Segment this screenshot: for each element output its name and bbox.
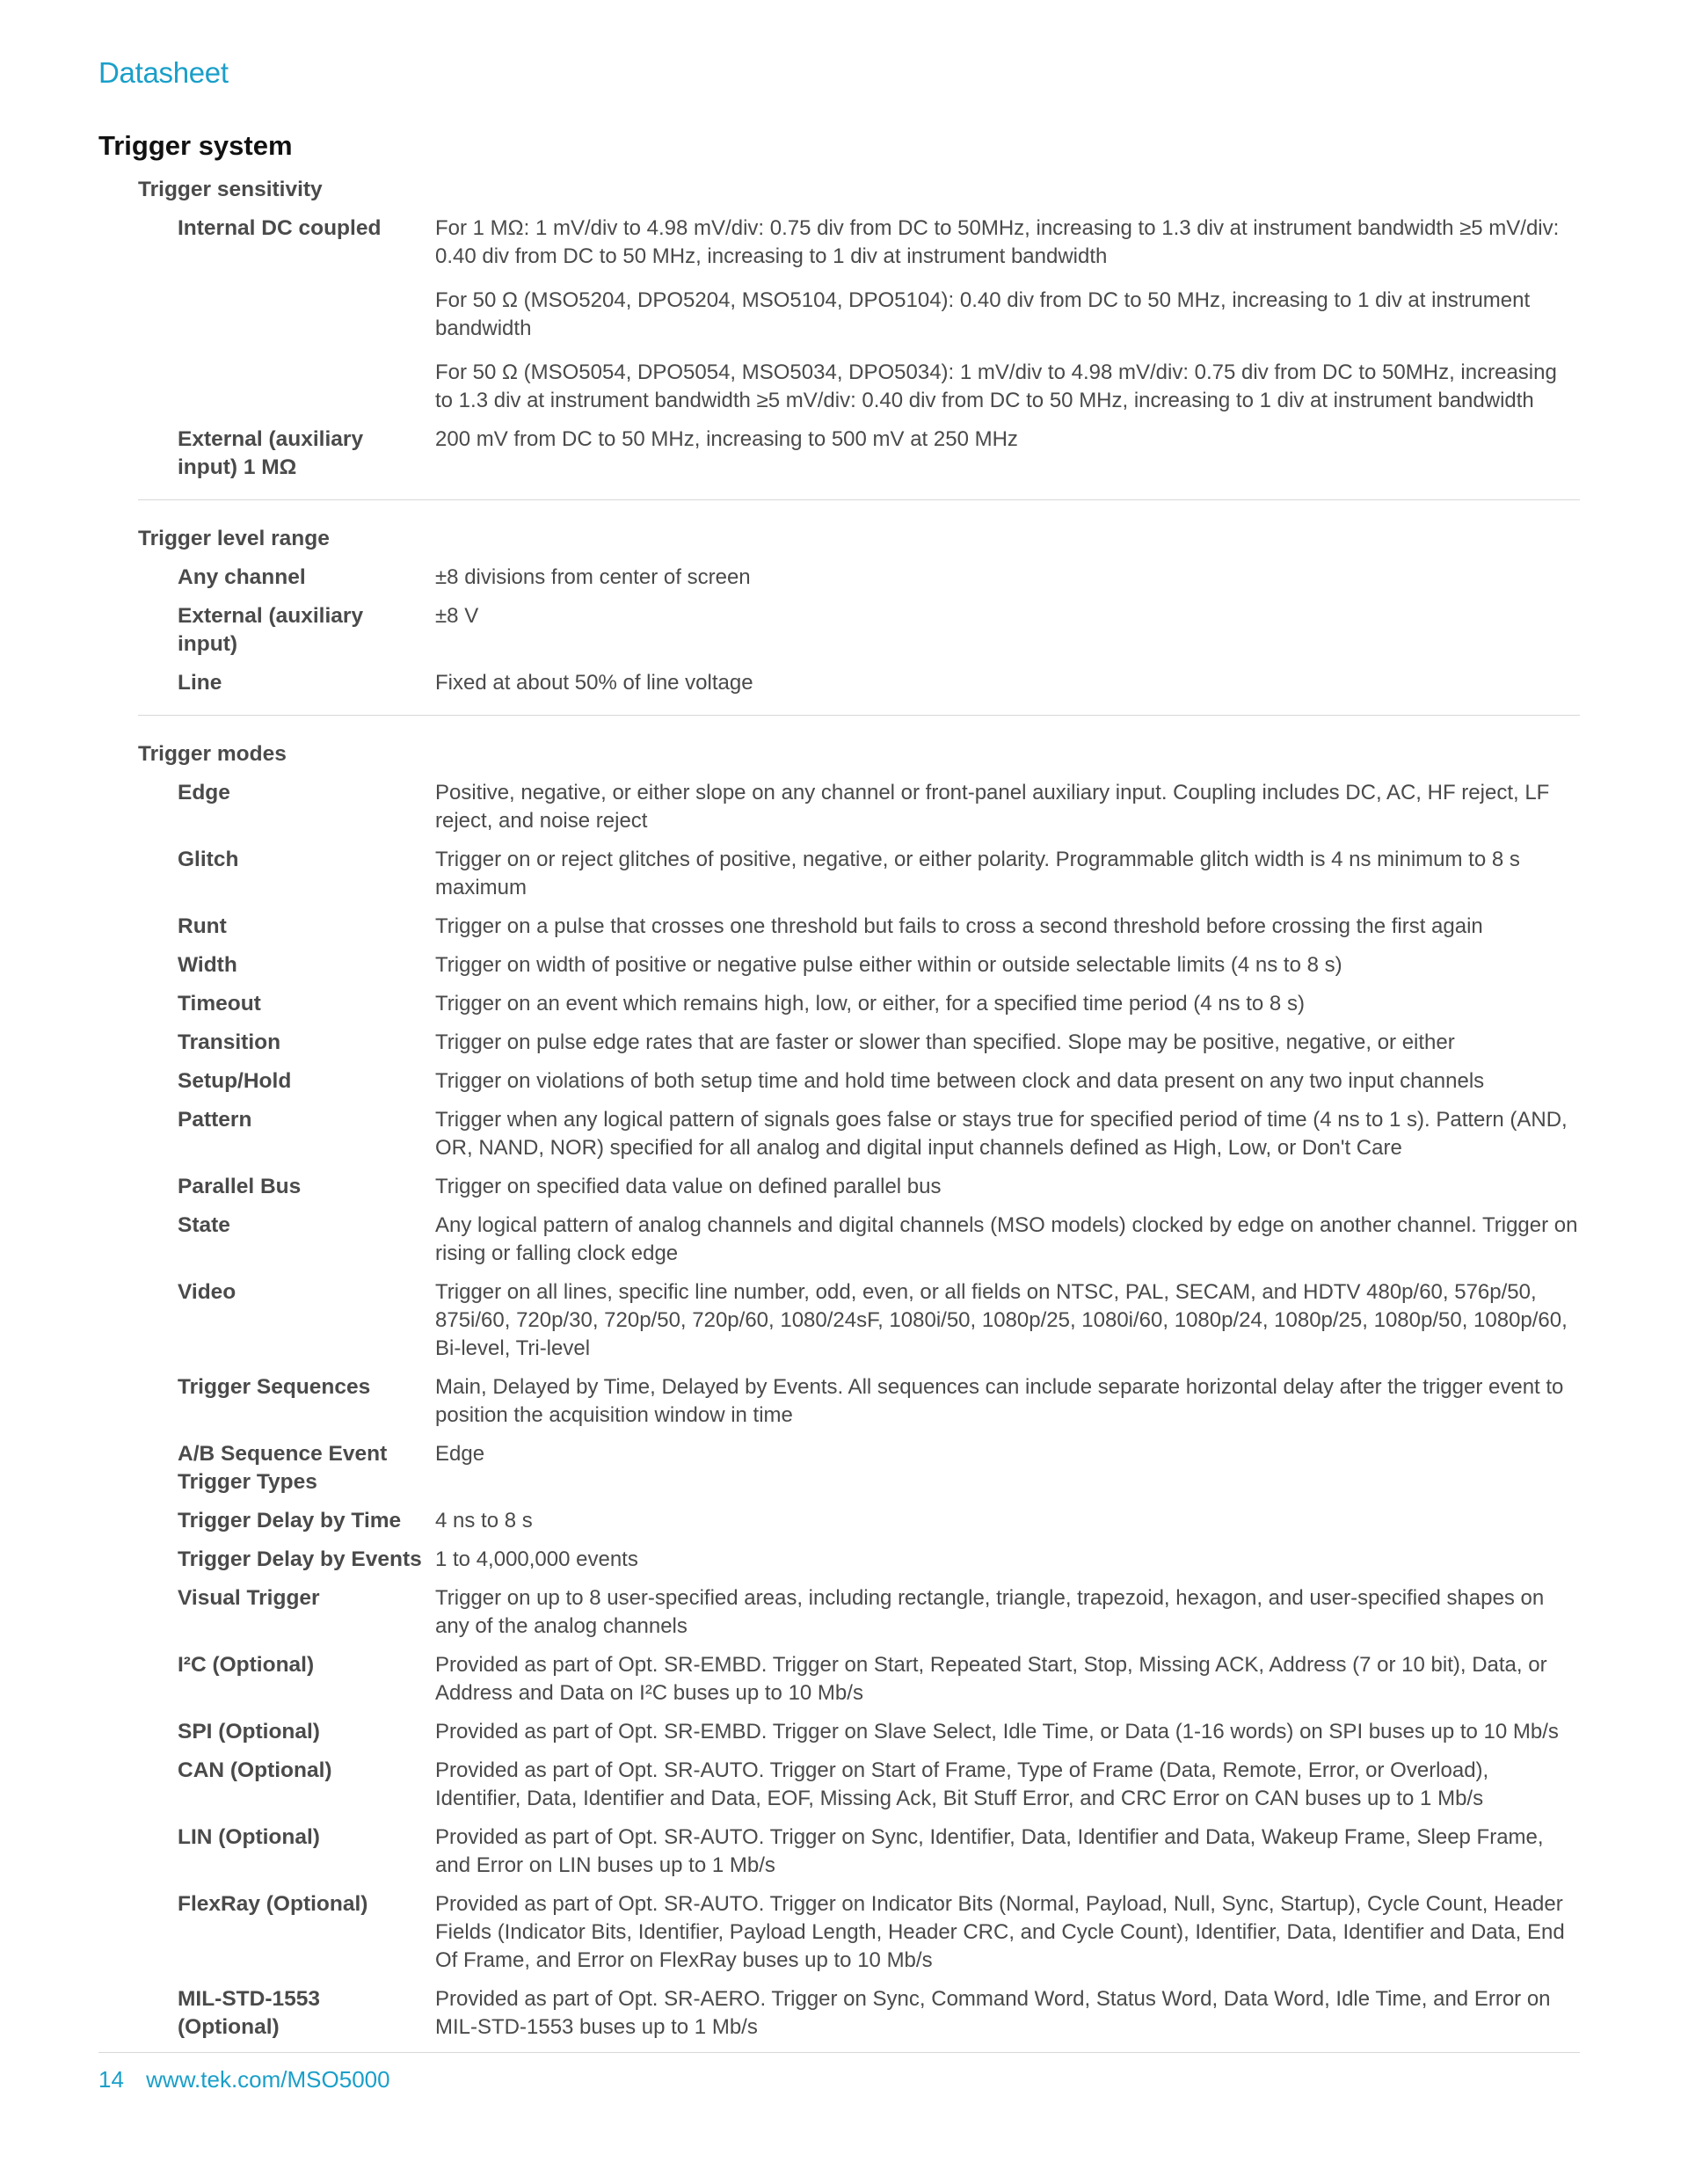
spec-row [138, 1651, 1580, 1707]
spec-label: Trigger Delay by Events [178, 1547, 422, 1571]
spec-values [435, 1546, 1580, 1574]
spec-label: Timeout [178, 992, 261, 1016]
spec-value: Edge [435, 1442, 485, 1466]
spec-value: Provided as part of Opt. SR-AUTO. Trigger on Indicator Bits (Normal, Payload, Null, Sync, Startup), Cycle Count, Header Fields (Indicator Bits, Identifier, Payload Length, Header CRC, and Cycle Count), Identifier, Data, Identifier and Data, End Of Frame, and Error on FlexRay buses up to 10 Mb/s [435, 1892, 1565, 1972]
spec-values [435, 779, 1580, 835]
spec-row [138, 846, 1580, 902]
spec-value: Trigger on specified data value on defined parallel bus [435, 1175, 942, 1198]
spec-label: External (auxiliary input) 1 MΩ [178, 427, 364, 479]
spec-group [138, 740, 1580, 2059]
spec-content [138, 176, 1580, 2084]
spec-row [138, 1106, 1580, 1162]
spec-label: Edge [178, 781, 230, 804]
spec-value: 200 mV from DC to 50 MHz, increasing to 500 mV at 250 MHz [435, 427, 1018, 451]
spec-values [435, 951, 1580, 979]
spec-row [138, 1067, 1580, 1096]
spec-row [138, 1440, 1580, 1496]
group-title: Trigger modes [138, 742, 287, 766]
spec-label: Trigger Delay by Time [178, 1509, 402, 1532]
spec-values [435, 1067, 1580, 1096]
spec-label: Transition [178, 1030, 281, 1054]
spec-values [435, 602, 1580, 659]
spec-values [435, 1373, 1580, 1430]
spec-values [435, 1173, 1580, 1201]
spec-row [138, 1584, 1580, 1641]
spec-label: Setup/Hold [178, 1069, 292, 1093]
spec-value: Provided as part of Opt. SR-EMBD. Trigger on Start, Repeated Start, Stop, Missing ACK, Address (7 or 10 bit), Data, or Address and Data on I²C buses up to 10 Mb/s [435, 1653, 1547, 1705]
spec-row [138, 1757, 1580, 1813]
spec-values [435, 1278, 1580, 1363]
spec-values [435, 1718, 1580, 1746]
spec-value: Provided as part of Opt. SR-AUTO. Trigger on Start of Frame, Type of Frame (Data, Remote, Error, or Overload), Identifier, Data, Identifier and Data, EOF, Missing Ack, Bit Stuff Error, and CRC Error on CAN buses up to 1 Mb/s [435, 1758, 1489, 1810]
spec-values [435, 1507, 1580, 1535]
spec-values [435, 1824, 1580, 1880]
spec-value: Trigger on width of positive or negative pulse either within or outside selectable limits (4 ns to 8 s) [435, 953, 1342, 977]
spec-row [138, 990, 1580, 1018]
footer-url-link[interactable]: www.tek.com/MSO5000 [146, 2066, 390, 2093]
spec-row [138, 564, 1580, 592]
spec-values [435, 564, 1580, 592]
spec-row [138, 1173, 1580, 1201]
spec-label: CAN (Optional) [178, 1758, 332, 1782]
spec-values [435, 426, 1580, 482]
spec-value: 1 to 4,000,000 events [435, 1547, 638, 1571]
spec-values [435, 990, 1580, 1018]
spec-label: Trigger Sequences [178, 1375, 371, 1399]
spec-value: Fixed at about 50% of line voltage [435, 671, 753, 695]
spec-label: FlexRay (Optional) [178, 1892, 368, 1916]
spec-label: SPI (Optional) [178, 1720, 320, 1744]
spec-label: External (auxiliary input) [178, 604, 364, 656]
spec-row [138, 1278, 1580, 1363]
spec-label: Video [178, 1280, 236, 1304]
spec-label: Internal DC coupled [178, 216, 382, 240]
spec-values [435, 669, 1580, 697]
spec-values [435, 215, 1580, 415]
spec-value: Trigger on a pulse that crosses one threshold but fails to cross a second threshold before crossing the first again [435, 914, 1483, 938]
spec-label: Visual Trigger [178, 1586, 320, 1610]
spec-row [138, 669, 1580, 697]
spec-values [435, 846, 1580, 902]
spec-label: Any channel [178, 565, 306, 589]
spec-values [435, 1985, 1580, 2042]
spec-value: Trigger on pulse edge rates that are faster or slower than specified. Slope may be positive, negative, or either [435, 1030, 1455, 1054]
spec-row [138, 1718, 1580, 1746]
spec-label: MIL-STD-1553 (Optional) [178, 1987, 321, 2039]
footer [98, 2066, 390, 2093]
spec-row [138, 1985, 1580, 2042]
spec-value: Trigger on all lines, specific line number, odd, even, or all fields on NTSC, PAL, SECAM, and HDTV 480p/60, 576p/50, 875i/60, 720p/30, 720p/50, 720p/60, 1080/24sF, 1080i/50, 1080p/25, 1080i/60, 1080p/24, 1080p/25, 1080p/50, 1080p/60, Bi-level, Tri-level [435, 1280, 1568, 1360]
spec-value: Main, Delayed by Time, Delayed by Events. All sequences can include separate horizontal delay after the trigger event to position the acquisition window in time [435, 1375, 1564, 1427]
spec-label: State [178, 1213, 230, 1237]
spec-values [435, 1212, 1580, 1268]
spec-label: Parallel Bus [178, 1175, 302, 1198]
spec-value: ±8 V [435, 604, 479, 628]
spec-row [138, 215, 1580, 415]
spec-row [138, 1212, 1580, 1268]
spec-value: For 1 MΩ: 1 mV/div to 4.98 mV/div: 0.75 div from DC to 50MHz, increasing to 1.3 div at instrument bandwidth ≥5 mV/div: 0.40 div from DC to 50 MHz, increasing to 1 div at instrument bandwidth [435, 216, 1560, 268]
spec-row [138, 602, 1580, 659]
datasheet-header: Datasheet [98, 56, 229, 89]
page-number: 14 [98, 2066, 124, 2093]
spec-values [435, 1106, 1580, 1162]
spec-row [138, 951, 1580, 979]
spec-value: Trigger on up to 8 user-specified areas, including rectangle, triangle, trapezoid, hexagon, and user-specified shapes on any of the analog channels [435, 1586, 1545, 1638]
spec-value: Provided as part of Opt. SR-EMBD. Trigger on Slave Select, Idle Time, or Data (1-16 words) on SPI buses up to 10 Mb/s [435, 1720, 1559, 1744]
spec-label: I²C (Optional) [178, 1653, 315, 1677]
spec-values [435, 913, 1580, 941]
spec-row [138, 913, 1580, 941]
spec-value: Trigger on violations of both setup time and hold time between clock and data present on any two input channels [435, 1069, 1485, 1093]
spec-row [138, 1507, 1580, 1535]
spec-values [435, 1651, 1580, 1707]
spec-row [138, 1373, 1580, 1430]
spec-value: For 50 Ω (MSO5054, DPO5054, MSO5034, DPO5034): 1 mV/div to 4.98 mV/div: 0.75 div from DC to 50MHz, increasing to 1.3 div at instrument bandwidth ≥5 mV/div: 0.40 div from DC to 50 MHz, increasing to 1 div at instrument bandwidth [435, 360, 1557, 412]
spec-label: LIN (Optional) [178, 1825, 320, 1849]
spec-value: Positive, negative, or either slope on any channel or front-panel auxiliary input. Coupling includes DC, AC, HF reject, LF reject, and noise reject [435, 781, 1550, 833]
spec-value: Trigger on or reject glitches of positive, negative, or either polarity. Programmable glitch width is 4 ns minimum to 8 s maximum [435, 848, 1520, 899]
spec-row [138, 1029, 1580, 1057]
spec-row [138, 426, 1580, 482]
group-title: Trigger sensitivity [138, 178, 323, 201]
spec-value: For 50 Ω (MSO5204, DPO5204, MSO5104, DPO5104): 0.40 div from DC to 50 MHz, increasing to 1 div at instrument bandwidth [435, 288, 1531, 340]
spec-label: Line [178, 671, 222, 695]
spec-label: Glitch [178, 848, 239, 871]
spec-row [138, 1546, 1580, 1574]
group-title: Trigger level range [138, 527, 330, 550]
section-title: Trigger system [98, 130, 293, 161]
spec-values [435, 1029, 1580, 1057]
spec-group [138, 176, 1580, 500]
spec-value: Trigger when any logical pattern of signals goes false or stays true for specified period of time (4 ns to 1 s). Pattern (AND, OR, NAND, NOR) specified for all analog and digital input channels defined as High, Low, or Don't Care [435, 1108, 1568, 1160]
spec-value: Provided as part of Opt. SR-AERO. Trigger on Sync, Command Word, Status Word, Data Word, Idle Time, and Error on MIL-STD-1553 buses up to 1 Mb/s [435, 1987, 1551, 2039]
spec-label: A/B Sequence Event Trigger Types [178, 1442, 388, 1494]
spec-row [138, 779, 1580, 835]
spec-value: ±8 divisions from center of screen [435, 565, 751, 589]
spec-values [435, 1757, 1580, 1813]
spec-values [435, 1440, 1580, 1496]
spec-row [138, 1824, 1580, 1880]
spec-value: 4 ns to 8 s [435, 1509, 533, 1532]
footer-divider [98, 2052, 1580, 2053]
spec-values [435, 1584, 1580, 1641]
spec-value: Any logical pattern of analog channels and digital channels (MSO models) clocked by edge on another channel. Trigger on rising or falling clock edge [435, 1213, 1578, 1265]
spec-label: Pattern [178, 1108, 252, 1132]
spec-group [138, 525, 1580, 716]
spec-value: Trigger on an event which remains high, low, or either, for a specified time period (4 ns to 8 s) [435, 992, 1305, 1016]
spec-label: Runt [178, 914, 227, 938]
spec-values [435, 1890, 1580, 1975]
spec-row [138, 1890, 1580, 1975]
spec-value: Provided as part of Opt. SR-AUTO. Trigger on Sync, Identifier, Data, Identifier and Data, Wakeup Frame, Sleep Frame, and Error on LIN buses up to 1 Mb/s [435, 1825, 1544, 1877]
spec-label: Width [178, 953, 237, 977]
